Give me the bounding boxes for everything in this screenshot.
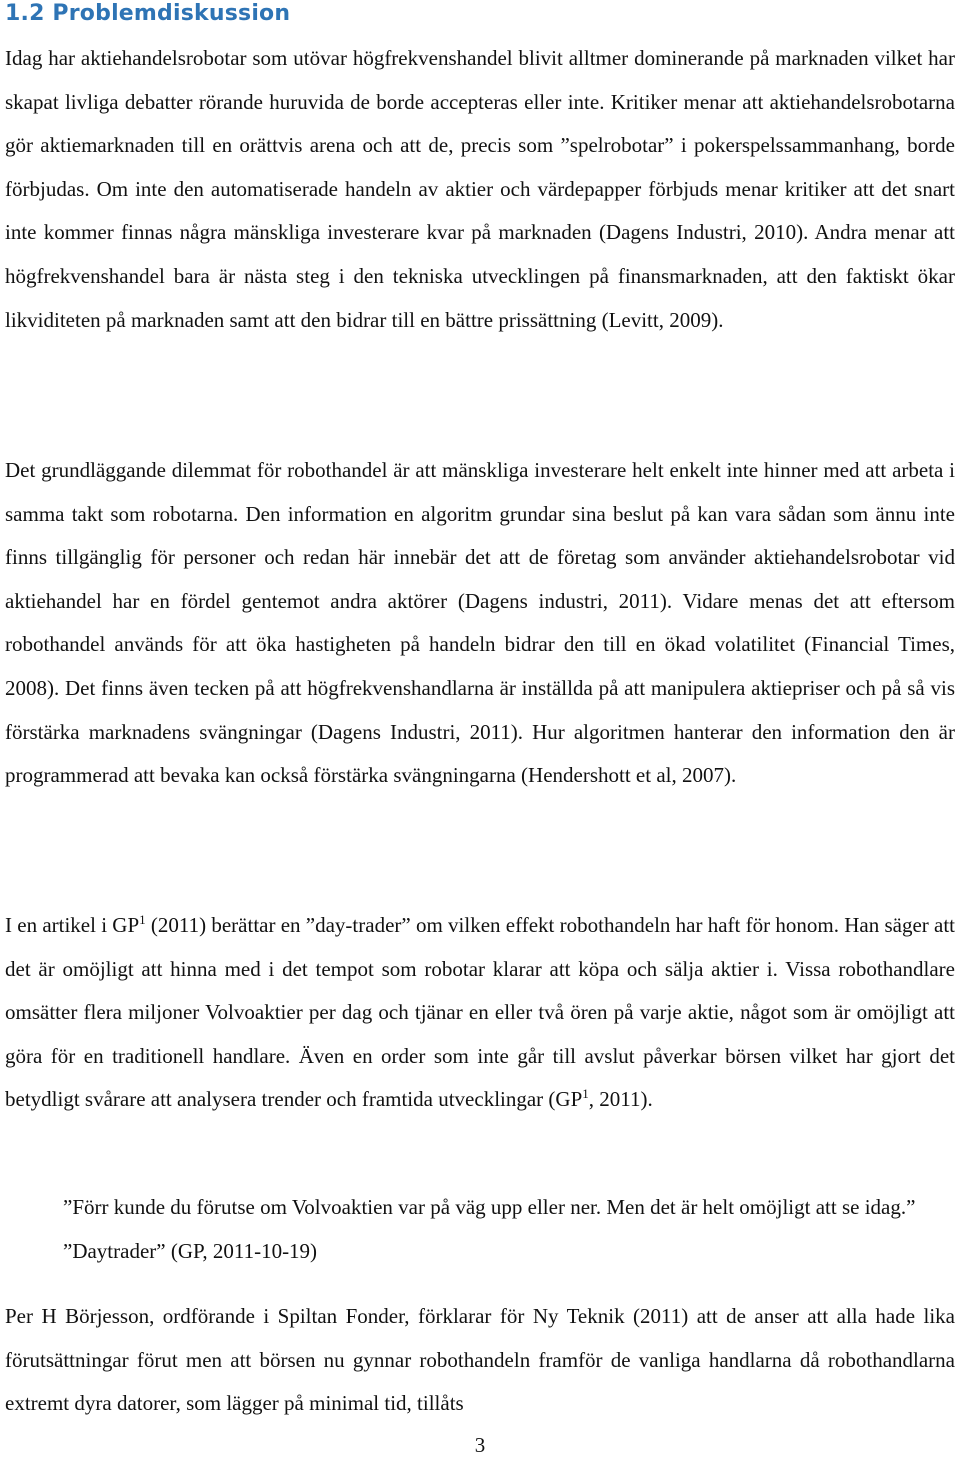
- footnote-reference: 1: [139, 912, 146, 927]
- paragraph-gp-text-start: I en artikel i GP: [5, 913, 140, 937]
- paragraph-gp-text-middle: (2011) berättar en ”day-trader” om vilken effekt robothandeln har haft för honom. Han säger att det är omöjligt att hinna med i det tempot som robotar klarar att köpa och sälja aktier i. Vissa robothandlare omsätter flera miljoner Volvoaktier per dag och tjänar en eller två ören på varje aktie, något som är omöjligt att göra för en traditionell handlare. Även en order som inte går till avslut påverkar börsen vilket har gjort det betydligt svårare att analysera trender och framtida utvecklingar (GP: [5, 913, 955, 1112]
- block-quote: ”Förr kunde du förutse om Volvoaktien var på väg upp eller ner. Men det är helt omöjligt att se idag.” ”Daytrader” (GP, 2011-10-19): [63, 1195, 916, 1263]
- paragraph-borjesson: Per H Börjesson, ordförande i Spiltan Fonder, förklarar för Ny Teknik (2011) att de anser att alla hade lika förutsättningar förut men att börsen nu gynnar robothandeln framför de vanliga handlarna då robothandlarna extremt dyra datorer, som lägger på minimal tid, tillåts: [5, 1304, 955, 1416]
- footnote-reference: 1: [582, 1086, 589, 1102]
- paragraph-problem-intro: Idag har aktiehandelsrobotar som utövar högfrekvenshandel blivit alltmer dominerande på marknaden vilket har skapat livliga debatter rörande huruvida de borde accepteras eller inte. Kritiker menar att aktiehandelsrobotarna gör aktiemarknaden till en orättvis arena och att de, precis som ”spelrobotar” i pokerspelssammanhang, borde förbjudas. Om inte den automatiserade handeln av aktier och värdepapper förbjuds menar kritiker att det snart inte kommer finnas några mänskliga investerare kvar på marknaden (Dagens Industri, 2010). Andra menar att högfrekvenshandel bara är nästa steg i den tekniska utvecklingen på finansmarknaden, att den faktiskt ökar likviditeten på marknaden samt att den bidrar till en bättre prissättning (Levitt, 2009).: [5, 46, 955, 332]
- paragraph-gp-article: [5, 904, 955, 1122]
- paragraph-gp-text-end: , 2011).: [588, 1087, 653, 1112]
- page-number: 3: [474, 1433, 486, 1457]
- paragraph-dilemma: Det grundläggande dilemmat för robothandel är att mänskliga investerare helt enkelt inte hinner med att arbeta i samma takt som robotarna. Den information en algoritm grundar sina beslut på kan vara sådan som ännu inte finns tillgänglig för personer och redan här innebär det att de företag som använder aktiehandelsrobotar vid aktiehandel har en fördel gentemot andra aktörer (Dagens industri, 2011). Vidare menas det att eftersom robothandel används för att öka hastigheten på handeln bidrar den till en ökad volatilitet (Financial Times, 2008). Det finns även tecken på att högfrekvenshandlarna är inställda på att manipulera aktiepriser och på så vis förstärka marknadens svängningar (Dagens Industri, 2011). Hur algoritmen hanterar den information den är programmerad att bevaka kan också förstärka svängningarna (Hendershott et al, 2007).: [5, 458, 955, 788]
- section-heading: 1.2 Problemdiskussion: [5, 1, 291, 26]
